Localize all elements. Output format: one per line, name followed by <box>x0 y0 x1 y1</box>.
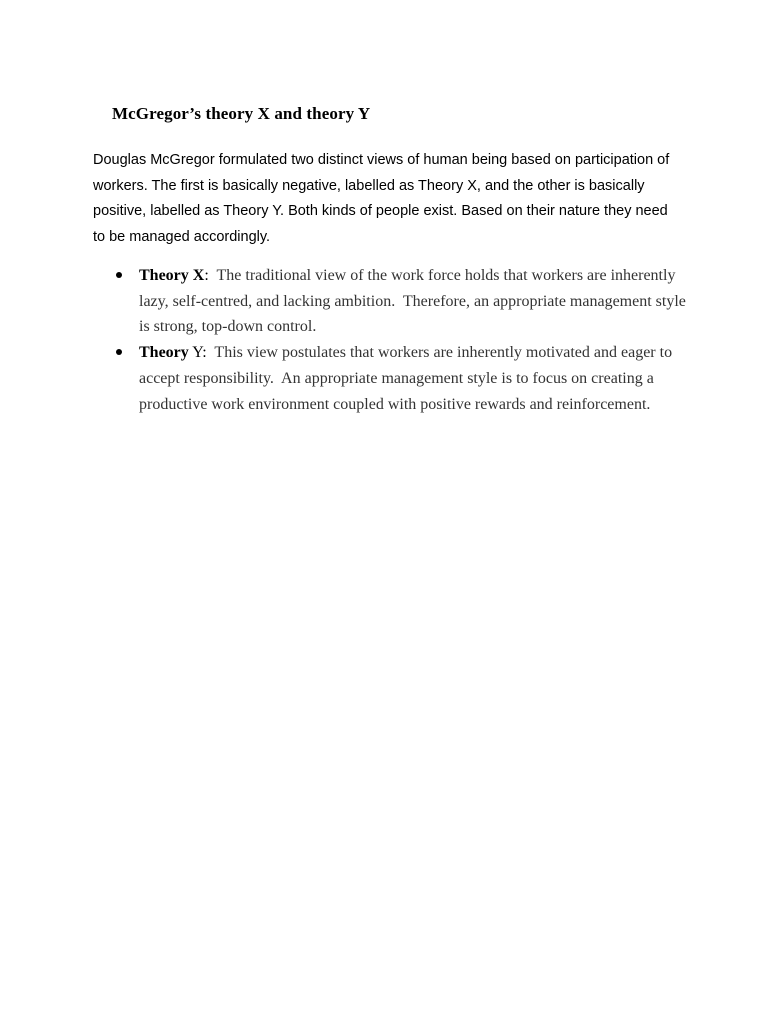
bullet-theory-x <box>112 263 692 340</box>
bullet-dot-icon <box>116 349 122 355</box>
bullet-dot-icon <box>116 272 122 278</box>
theory-x-term: Theory X <box>139 267 205 284</box>
theory-y-letter: Y: <box>188 344 207 362</box>
theory-bullet-list <box>112 263 692 417</box>
bullet-theory-y <box>112 340 692 417</box>
theory-x-colon: : <box>204 267 209 284</box>
document-heading: McGregor’s theory X and theory Y <box>112 104 371 123</box>
intro-paragraph: Douglas McGregor formulated two distinct views of human being based on participation of workers. The first is basically negative, labelled as Theory X, and the other is basically positive, labelled as Theory Y. Both kinds of people exist. Based on their nature they need to be managed accordingly. <box>93 152 670 245</box>
theory-x-description: The traditional view of the work force holds that workers are inherently lazy, self-centred, and lacking ambition. Therefore, an appropriate management style is strong, top-down control. <box>139 267 690 336</box>
theory-y-description: This view postulates that workers are inherently motivated and eager to accept responsibility. An appropriate management style is to focus on creating a productive work environment coupled with positive rewards and reinforcement. <box>139 344 677 413</box>
theory-y-term: Theory <box>139 344 189 362</box>
